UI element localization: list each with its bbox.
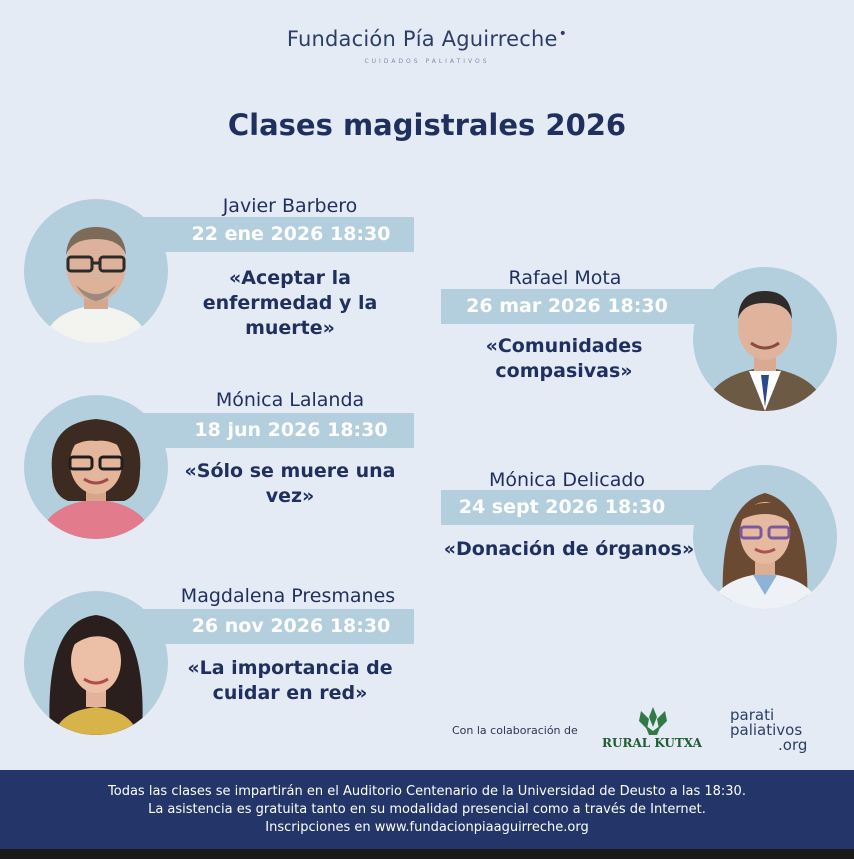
speaker-portrait-icon	[24, 199, 168, 343]
talk-title-line: «La importancia de	[187, 657, 393, 679]
footer-venue-text: Todas las clases se impartirán en el Auditorio Centenario de la Universidad de Deusto a las 18:30.	[108, 784, 746, 799]
partner-logo-line: parati	[730, 706, 775, 724]
speaker-portrait-icon	[24, 395, 168, 539]
speaker-portrait-icon	[24, 591, 168, 735]
organization-tagline: CUIDADOS PALIATIVOS	[364, 58, 490, 65]
speaker-photo	[24, 395, 168, 539]
collaboration-label: Con la colaboración de	[452, 724, 578, 737]
talk-title	[170, 266, 410, 341]
talk-title-line: «Comunidades	[485, 335, 643, 357]
speaker-name: Mónica Delicado	[488, 469, 646, 491]
partner-logo-line: .org	[778, 736, 808, 754]
talk-title-line: «Sólo se muere una	[184, 460, 396, 482]
speaker-name: Rafael Mota	[508, 267, 622, 289]
logo-dot: •	[558, 26, 568, 42]
talk-title-line: vez»	[265, 485, 315, 507]
footer-banner	[0, 770, 854, 849]
talk-title	[170, 656, 410, 706]
session-date: 18 jun 2026 18:30	[194, 419, 388, 441]
speaker-name: Magdalena Presmanes	[180, 585, 396, 607]
speaker-photo	[24, 591, 168, 735]
talk-title-line: muerte»	[245, 317, 335, 339]
speaker-photo	[693, 465, 837, 609]
speaker-portrait-icon	[693, 465, 837, 609]
speaker-portrait-icon	[693, 267, 837, 411]
talk-title-line: «Aceptar la	[229, 267, 351, 289]
speaker-photo	[693, 267, 837, 411]
footer-attendance-text: La asistencia es gratuita tanto en su modalidad presencial como a través de Internet.	[148, 802, 706, 817]
organization-name: Fundación Pía Aguirreche	[286, 27, 558, 51]
speaker-name: Javier Barbero	[222, 195, 358, 217]
talk-title	[438, 537, 700, 562]
session-date: 26 nov 2026 18:30	[191, 615, 391, 637]
speaker-photo	[24, 199, 168, 343]
talk-title-line: enfermedad y la	[202, 292, 378, 314]
partner-rural-kutxa: RURAL KUTXA	[602, 736, 702, 750]
talk-title-line: compasivas»	[495, 360, 633, 382]
bottom-strip	[0, 849, 854, 859]
partner-paratipaliativos-logo	[730, 708, 820, 753]
talk-title-line: «Donación de órganos»	[443, 538, 695, 560]
page-title: Clases magistrales 2026	[227, 108, 627, 142]
session-date: 24 sept 2026 18:30	[458, 496, 666, 518]
session-date: 26 mar 2026 18:30	[466, 295, 668, 317]
session-date: 22 ene 2026 18:30	[191, 223, 391, 245]
footer-registration-text: Inscripciones en www.fundacionpiaaguirreche.org	[265, 820, 589, 835]
partner-logo-line: paliativos	[730, 721, 803, 739]
organization-logo	[0, 26, 854, 51]
speaker-name: Mónica Lalanda	[215, 389, 365, 411]
talk-title-line: cuidar en red»	[212, 682, 368, 704]
talk-title	[170, 459, 410, 509]
talk-title	[446, 334, 682, 384]
